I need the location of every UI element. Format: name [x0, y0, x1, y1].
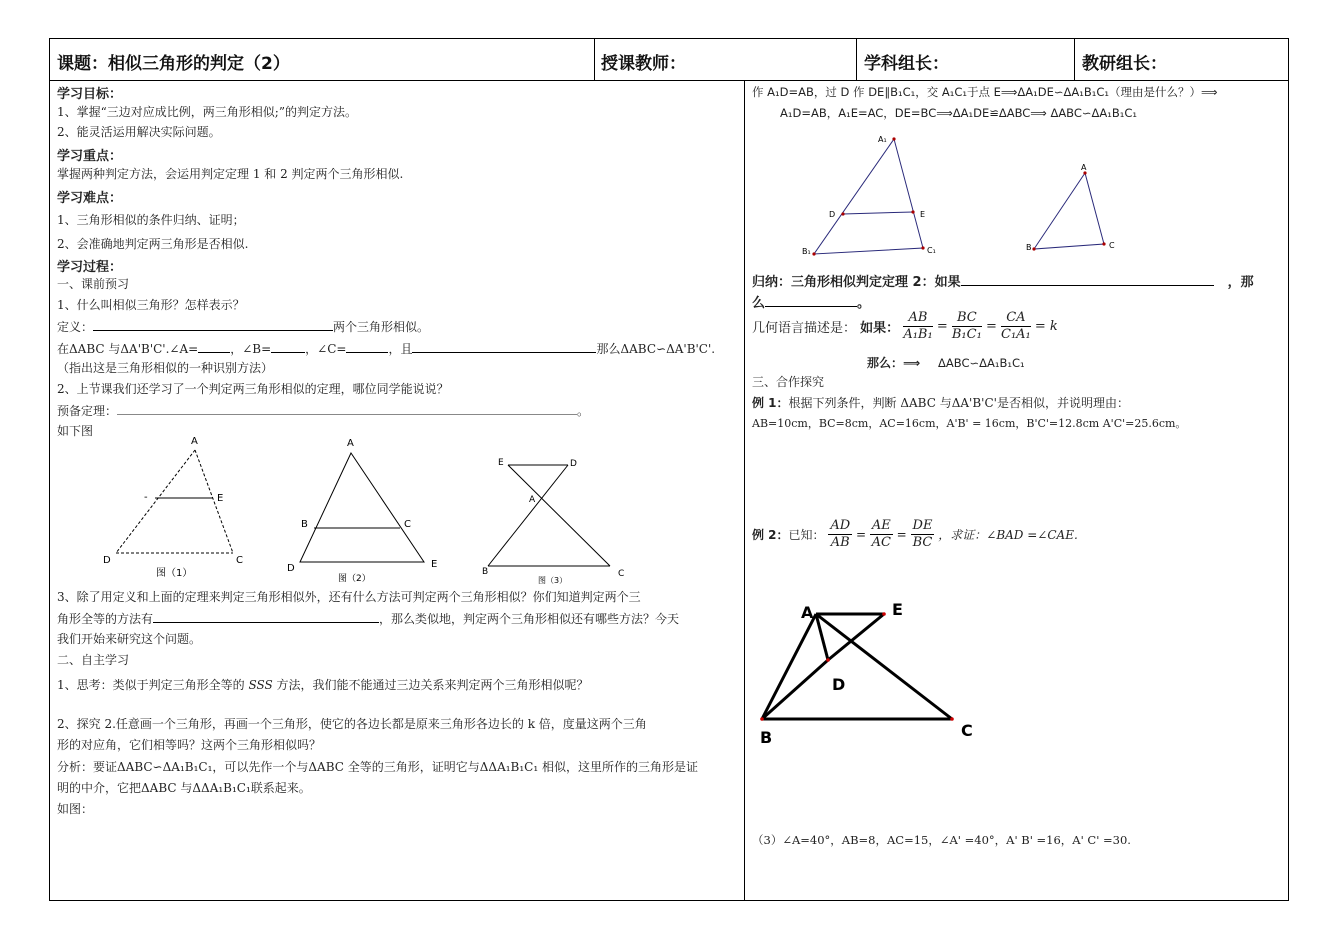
- example-2-known: 已知：: [788, 528, 825, 542]
- fig-abc-label-c: C: [1109, 241, 1115, 250]
- difficulty-heading: 学习难点：: [57, 191, 123, 206]
- question-1: 1、什么叫相似三角形？怎样表示？: [57, 298, 245, 312]
- focus-heading: 学习重点：: [57, 149, 123, 164]
- example-2-prove: ，求证：∠BAD =∠CAE.: [938, 528, 1078, 542]
- fig3-label-d: D: [570, 459, 577, 469]
- fig3-side-ec: [508, 465, 610, 566]
- fig1-label-d: D: [103, 555, 111, 566]
- fig-b1-label: B₁: [802, 247, 811, 256]
- fig1-label-a: A: [191, 436, 198, 447]
- ratio-blank[interactable]: [412, 340, 596, 353]
- and-label: ，且: [388, 342, 413, 356]
- example-2-label: 例 2：: [752, 528, 789, 542]
- fig-c1-label: C₁: [927, 246, 936, 255]
- definition-label: 定义：: [57, 320, 94, 334]
- question-3-line-b: [57, 610, 679, 627]
- ex2-label-d: D: [832, 675, 846, 694]
- figure-1: [98, 430, 258, 580]
- fig2-label-e: E: [431, 559, 438, 570]
- figure-example-2: [752, 595, 982, 750]
- fig1-side-ac: [195, 450, 233, 553]
- research-head-label: 教研组长：: [1082, 54, 1167, 74]
- example-2: 例 2：已知： $\frac{AD}{AB}$ = $\frac{AE}{AC}$ = $\frac{DE}{BC}$ ，求证：∠BAD =∠CAE.: [752, 518, 1078, 550]
- note-line: （指出这是三角形相似的一种识别方法）: [57, 361, 274, 375]
- prep-theorem-line: [57, 402, 589, 419]
- fig3-label-e: E: [498, 458, 504, 468]
- analysis-line-b: 明的中介，它把ΔABC 与ΔΔA₁B₁C₁联系起来。: [57, 781, 311, 795]
- ratio-ca: $\frac{CA}{\text{C₁A₁}}$: [1001, 310, 1031, 342]
- header-divider-1: [594, 38, 595, 80]
- condition-intro: 在ΔABC 与ΔA'B'C'.∠A=: [57, 342, 199, 356]
- cooperate-heading: 三、合作探究: [752, 375, 825, 389]
- fig1-caption: 图（1）: [156, 568, 193, 579]
- fig3-label-c: C: [618, 569, 625, 579]
- prep-label: 预备定理：: [57, 404, 118, 418]
- fig3-label-b: B: [482, 567, 489, 577]
- example-1: [752, 395, 1129, 411]
- then-result: ΔABC∽ΔA₁B₁C₁: [938, 356, 1025, 370]
- induce-condition-blank[interactable]: [961, 273, 1214, 286]
- think-line: [57, 677, 589, 693]
- fig1-label-b: -: [144, 492, 148, 503]
- fig-a1b1c1-de: [843, 212, 913, 214]
- if-label: 如果：: [860, 321, 900, 336]
- fig2-label-c: C: [404, 519, 411, 530]
- teacher-label: 授课教师：: [601, 54, 686, 74]
- induce-end: 。: [857, 296, 871, 311]
- focus-text: 掌握两种判定方法，会运用判定定理 1 和 2 判定两个三角形相似.: [57, 167, 404, 181]
- ratio-ab: $\frac{AB}{\text{A₁B₁}}$: [903, 310, 933, 342]
- fig1-label-c: C: [236, 555, 243, 566]
- geometry-language: 几何语言描述是： 如果： $\frac{AB}{\text{A₁B₁}}$ = $\frac{BC}{\text{B₁C₁}}$ = $\frac{CA}{\text{C₁A₁}}$ = k: [752, 310, 1058, 342]
- ex2-label-a: A: [801, 603, 814, 622]
- fig-a1b1c1-triangle: [814, 139, 926, 254]
- figure-a1b1c1: [795, 128, 945, 263]
- ex2-side-bd: [762, 660, 828, 719]
- induce-result-blank[interactable]: [765, 294, 857, 307]
- fig2-label-d: D: [287, 563, 295, 574]
- sss-term: SSS: [248, 678, 273, 692]
- angle-c-blank[interactable]: [346, 340, 388, 353]
- table-left-border: [49, 38, 50, 901]
- prep-tail: 。: [577, 404, 590, 418]
- lesson-title: 课题：相似三角形的判定（2）: [57, 54, 290, 74]
- congruence-label: 角形全等的方法有: [57, 612, 154, 626]
- explore-line-b: 形的对应角，它们相等吗？这两个三角形相似吗？: [57, 738, 322, 752]
- definition-line: [57, 318, 429, 335]
- question-3-line-a: 3、除了用定义和上面的定理来判定三角形相似外，还有什么方法可判定两个三角形相似？你们知道判定两个三: [57, 590, 641, 604]
- as-figure: 如下图: [57, 424, 94, 438]
- ex2-side-de: [828, 614, 884, 660]
- fig2-triangle: [300, 453, 424, 562]
- question-3-line-c: 我们开始来研究这个问题。: [57, 632, 202, 646]
- fig3-label-a: A: [529, 495, 536, 505]
- fig2-label-b: B: [301, 519, 308, 530]
- difficulty-2: 2、会准确地判定两三角形是否相似.: [57, 237, 249, 251]
- fig1-side-ad: [116, 450, 195, 553]
- prep-blank[interactable]: [117, 402, 577, 415]
- example-1-data: AB=10cm，BC=8cm，AC=16cm，A'B' = 16cm，B'C'=12.8cm A'C'=25.6cm。: [752, 417, 1187, 430]
- induce-line-b: [752, 292, 870, 311]
- congruence-blank[interactable]: [153, 610, 379, 623]
- fig1-label-e: E: [217, 493, 224, 504]
- header-row-border: [49, 80, 1289, 81]
- fig-a1-label: A₁: [878, 135, 887, 144]
- angle-b-blank[interactable]: [271, 340, 305, 353]
- construction-line-a: 作 A₁D=AB，过 D 作 DE∥B₁C₁，交 A₁C₁于点 E⟹ΔA₁DE∽ΔA₁B₁C₁（理由是什么？）⟹: [752, 85, 1218, 99]
- figure-2: [280, 430, 450, 585]
- definition-blank[interactable]: [93, 318, 333, 331]
- ratio-k: = k: [1034, 319, 1058, 334]
- ex2-ratio-ad-ab: $\frac{AD}{AB}$: [830, 518, 851, 550]
- goals-heading: 学习目标：: [57, 87, 123, 102]
- as-figure-2: 如图：: [57, 802, 94, 816]
- ex2-ratio-ae-ac: $\frac{AE}{AC}$: [871, 518, 892, 550]
- analysis-line-a: 分析：要证ΔABC∽ΔA₁B₁C₁，可以先作一个与ΔABC 全等的三角形，证明它与ΔΔA₁B₁C₁ 相似，这里所作的三角形是证: [57, 760, 698, 774]
- table-right-border: [1288, 38, 1289, 901]
- then-label: 那么ΔABC∽ΔA'B'C'.: [596, 342, 716, 356]
- body-column-divider: [744, 80, 745, 900]
- fig-abc-label-b: B: [1026, 243, 1032, 252]
- fig-d-label: D: [829, 210, 836, 219]
- ex2-label-b: B: [760, 728, 773, 747]
- congruence-tail: ，那么类似地，判定两个三角形相似还有哪些方法？今天: [379, 612, 680, 626]
- fig2-caption: 图（2）: [338, 574, 371, 584]
- question-2: 2、上节课我们还学习了一个判定两三角形相似的定理，哪位同学能说说？: [57, 382, 449, 396]
- ex2-label-c: C: [961, 721, 973, 740]
- ex2-side-ac: [816, 614, 952, 719]
- fig-abc-triangle: [1034, 173, 1104, 249]
- angle-b-label: ，∠B=: [230, 342, 272, 356]
- construction-line-b: A₁D=AB，A₁E=AC，DE=BC⟹ΔA₁DE≌ΔABC⟹ ΔABC∽ΔA₁B₁C₁: [780, 106, 1138, 120]
- fig-abc-label-a: A: [1081, 163, 1087, 172]
- difficulty-1: 1、三角形相似的条件归纳、证明；: [57, 213, 245, 227]
- fig3-side-db: [488, 465, 568, 566]
- example-1-label: 例 1：: [752, 396, 789, 410]
- goal-2: 2、能灵活运用解决实际问题。: [57, 125, 221, 139]
- induce-tail: ，那: [1227, 275, 1254, 290]
- think-tail: 方法，我们能不能通过三边关系来判定两个三角形相似呢？: [272, 678, 589, 692]
- subject-head-label: 学科组长：: [864, 54, 949, 74]
- induce-label: 归纳：三角形相似判定定理 2：如果: [752, 275, 961, 290]
- fig3-caption: 图（3）: [538, 576, 568, 585]
- then-label-right: 那么：⟹: [867, 356, 921, 370]
- preview-heading: 一、课前预习: [57, 277, 130, 291]
- example-3: （3）∠A=40°，AB=8，AC=15，∠A' =40°，A' B' =16，A' C' =30.: [752, 833, 1131, 847]
- table-bottom-border: [49, 900, 1289, 901]
- angle-a-blank[interactable]: [198, 340, 230, 353]
- self-study-heading: 二、自主学习: [57, 653, 130, 667]
- figure-abc: [1020, 160, 1130, 255]
- ex2-side-ab: [762, 614, 816, 719]
- header-divider-2: [856, 38, 857, 80]
- ex2-label-e: E: [892, 600, 903, 619]
- explore-line-a: 2、探究 2.任意画一个三角形，再画一个三角形，使它的各边长都是原来三角形各边长的 k 倍，度量这两个三角: [57, 717, 647, 731]
- then-line: [867, 354, 1025, 371]
- definition-tail: 两个三角形相似。: [333, 320, 430, 334]
- process-heading: 学习过程：: [57, 260, 123, 275]
- goal-1: 1、掌握“三边对应成比例，两三角形相似;”的判定方法。: [57, 105, 357, 119]
- induce-line-a: [752, 271, 1254, 290]
- geo-label: 几何语言描述是：: [752, 321, 857, 336]
- angle-c-label: ，∠C=: [305, 342, 347, 356]
- header-divider-3: [1074, 38, 1075, 80]
- condition-line: [57, 340, 715, 357]
- table-top-border: [49, 38, 1289, 39]
- fig2-label-a: A: [347, 438, 354, 449]
- fig-e-label: E: [920, 210, 926, 219]
- ex2-ratio-de-bc: $\frac{DE}{BC}$: [912, 518, 933, 550]
- induce-then: 么: [752, 296, 766, 311]
- figure-3: [480, 450, 635, 590]
- ratio-bc: $\frac{BC}{\text{B₁C₁}}$: [951, 310, 982, 342]
- example-1-text: 根据下列条件，判断 ΔABC 与ΔA'B'C'是否相似，并说明理由：: [788, 396, 1129, 410]
- think-intro: 1、思考：类似于判定三角形全等的: [57, 678, 249, 692]
